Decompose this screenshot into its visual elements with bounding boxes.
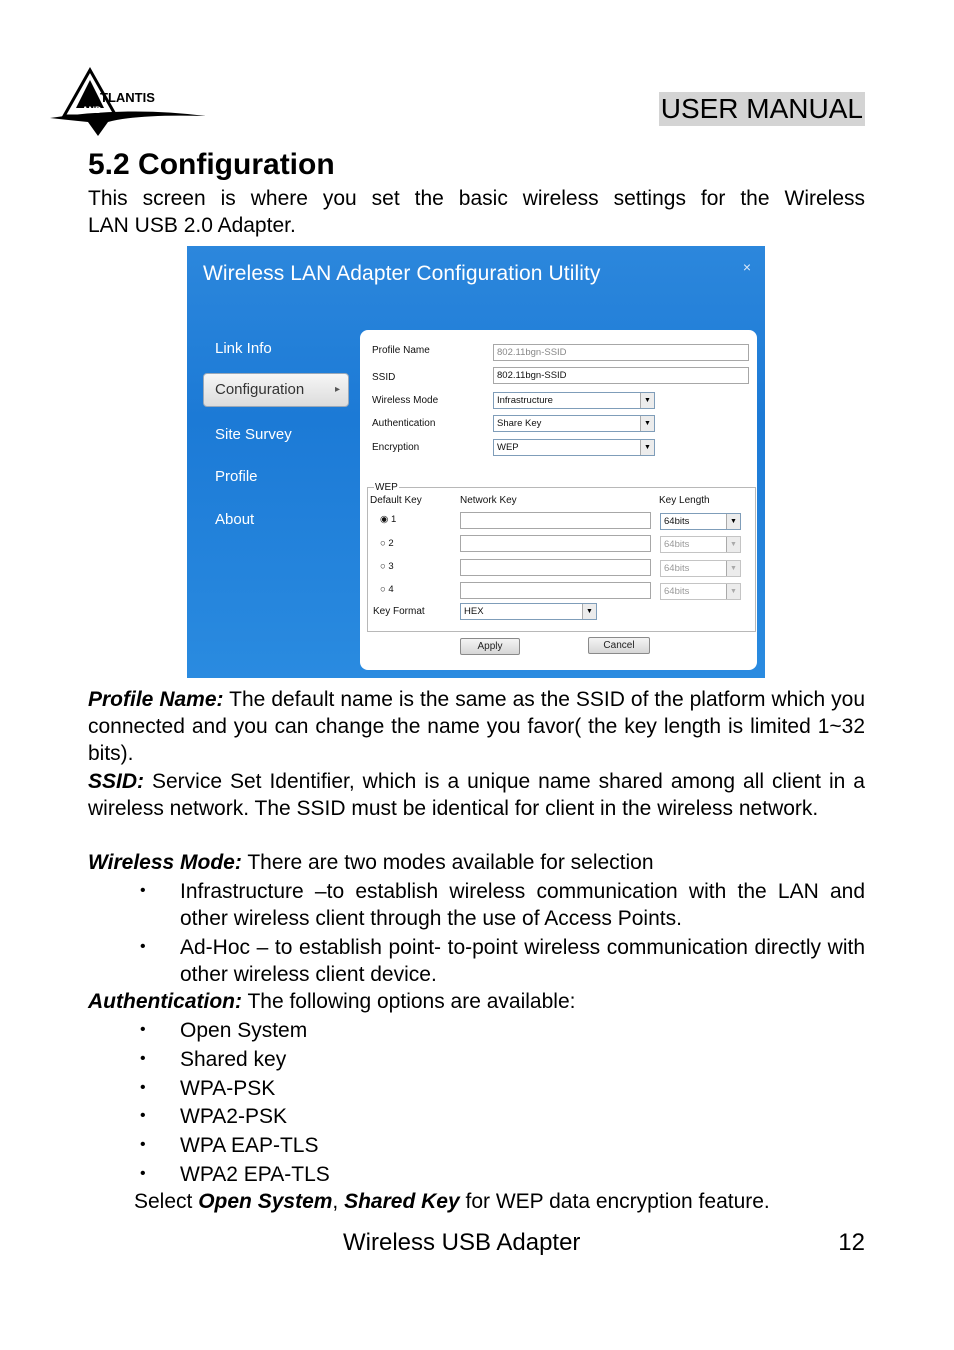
wep-group-label: WEP — [375, 482, 398, 493]
bullet-icon: • — [140, 882, 146, 899]
term: Profile Name: — [88, 688, 224, 711]
ssid-input[interactable]: 802.11bgn-SSID — [493, 367, 749, 384]
key-length-select-4[interactable] — [660, 583, 741, 600]
bullet-icon: • — [140, 1107, 146, 1124]
radio-label: 1 — [390, 514, 397, 525]
network-key-input-2[interactable] — [460, 535, 651, 552]
term: Open System — [198, 1190, 333, 1213]
encryption-select[interactable] — [493, 439, 655, 456]
key-format-label: Key Format — [373, 606, 425, 617]
dropdown-arrow-icon: ▼ — [640, 393, 654, 408]
term: Shared Key — [344, 1190, 460, 1213]
key-length-select-1[interactable] — [660, 513, 741, 530]
dropdown-arrow-icon: ▼ — [640, 440, 654, 455]
atlantis-logo — [48, 66, 208, 138]
radio-selected-icon: ◉ — [380, 514, 389, 525]
key-length-value: 64bits — [664, 516, 690, 527]
description: There are two modes available for selection — [241, 851, 654, 874]
user-manual-badge: USER MANUAL — [660, 93, 863, 124]
text: for WEP data encryption feature. — [459, 1190, 770, 1213]
list-item: Ad-Hoc – to establish point- to-point wireless communication directly with other wireless client device. — [180, 936, 865, 986]
key-length-value: 64bits — [664, 539, 690, 550]
radio-label: 2 — [388, 538, 394, 549]
bullet-icon: • — [140, 938, 146, 955]
section-title: 5.2 Configuration — [88, 148, 335, 181]
nav-configuration[interactable] — [203, 373, 349, 407]
bullet-icon: • — [140, 1050, 146, 1067]
dropdown-arrow-icon: ▼ — [582, 604, 596, 619]
profile-name-label: Profile Name — [372, 345, 430, 356]
dropdown-arrow-icon: ▼ — [726, 584, 740, 599]
bullet-icon: • — [140, 1165, 146, 1182]
bullet-icon: • — [140, 1079, 146, 1096]
default-key-radio-3[interactable] — [380, 561, 394, 572]
svg-text:AND: AND — [82, 105, 102, 115]
key-format-value: HEX — [464, 606, 484, 617]
list-item: Shared key — [180, 1048, 287, 1071]
description: The default name is the same as the SSID of the platform which you connected and you can change the name you favor( the key length is limited 1~32 bits). — [88, 688, 865, 765]
profile-name-input[interactable]: 802.11bgn-SSID — [493, 344, 749, 361]
list-item: WPA2-PSK — [180, 1105, 287, 1128]
key-format-select[interactable] — [460, 603, 597, 620]
wireless-mode-label: Wireless Mode — [372, 395, 439, 406]
authentication-label: Authentication — [372, 418, 436, 429]
wireless-mode-value: Infrastructure — [497, 395, 553, 406]
intro-paragraph — [88, 185, 865, 239]
encryption-label: Encryption — [372, 442, 420, 453]
dropdown-arrow-icon: ▼ — [726, 514, 740, 529]
footer-product: Wireless USB Adapter — [343, 1229, 581, 1256]
nav-site-survey[interactable]: Site Survey — [215, 426, 292, 443]
description: Service Set Identifier, which is a unique name shared among all client in a wireless network. The SSID must be identical for client in the wireless network. — [88, 770, 865, 820]
bullet-icon: • — [140, 1021, 146, 1038]
authentication-paragraph — [88, 988, 865, 1015]
key-length-header: Key Length — [659, 495, 710, 506]
term: Authentication: — [88, 990, 242, 1013]
close-icon[interactable]: × — [742, 259, 751, 275]
radio-unselected-icon: ○ — [380, 561, 386, 572]
default-key-radio-2[interactable] — [380, 538, 394, 549]
profile-name-paragraph — [88, 686, 865, 767]
key-length-select-2[interactable] — [660, 536, 741, 553]
dropdown-arrow-icon: ▼ — [726, 561, 740, 576]
ssid-label: SSID — [372, 372, 396, 383]
apply-button[interactable]: Apply — [460, 638, 520, 655]
select-sentence — [134, 1188, 770, 1215]
network-key-header: Network Key — [460, 495, 517, 506]
nav-about[interactable]: About — [215, 511, 255, 528]
list-item: WPA EAP-TLS — [180, 1134, 319, 1157]
window-title: Wireless LAN Adapter Configuration Utility — [203, 262, 601, 285]
list-item: WPA2 EPA-TLS — [180, 1163, 330, 1186]
list-item: Open System — [180, 1019, 308, 1042]
default-key-radio-1[interactable] — [380, 514, 396, 525]
configuration-utility-window — [187, 246, 765, 678]
network-key-input-1[interactable] — [460, 512, 651, 529]
chevron-right-icon: ▸ — [334, 384, 340, 395]
description: The following options are available: — [241, 990, 576, 1013]
radio-unselected-icon: ○ — [380, 538, 386, 549]
list-item: Infrastructure –to establish wireless communication with the LAN and other wireless client through the use of Access Points. — [180, 880, 865, 930]
key-length-select-3[interactable] — [660, 560, 741, 577]
wireless-mode-paragraph — [88, 849, 865, 876]
svg-text:TLANTIS: TLANTIS — [100, 90, 155, 105]
term: Wireless Mode: — [88, 851, 242, 874]
default-key-radio-4[interactable] — [380, 584, 394, 595]
intro-line-2: LAN USB 2.0 Adapter. — [88, 214, 296, 237]
encryption-value: WEP — [497, 442, 519, 453]
authentication-select[interactable] — [493, 415, 655, 432]
bullet-icon: • — [140, 1136, 146, 1153]
intro-line-1: This screen is where you set the basic wireless settings for the Wireless — [88, 187, 865, 210]
term: SSID: — [88, 770, 145, 793]
text: , — [332, 1190, 345, 1213]
key-length-value: 64bits — [664, 563, 690, 574]
text: Select — [134, 1190, 199, 1213]
dropdown-arrow-icon: ▼ — [640, 416, 654, 431]
radio-label: 4 — [388, 584, 394, 595]
default-key-header: Default Key — [370, 495, 422, 506]
nav-configuration-label: Configuration — [215, 381, 305, 398]
authentication-value: Share Key — [497, 418, 542, 429]
wireless-mode-select[interactable] — [493, 392, 655, 409]
list-item: WPA-PSK — [180, 1077, 276, 1100]
nav-profile[interactable]: Profile — [215, 468, 258, 485]
key-length-value: 64bits — [664, 586, 690, 597]
nav-link-info[interactable]: Link Info — [215, 340, 272, 357]
page-number: 12 — [838, 1229, 865, 1256]
dropdown-arrow-icon: ▼ — [726, 537, 740, 552]
radio-label: 3 — [388, 561, 394, 572]
cancel-button[interactable]: Cancel — [588, 637, 650, 654]
radio-unselected-icon: ○ — [380, 584, 386, 595]
network-key-input-4[interactable] — [460, 582, 651, 599]
ssid-paragraph — [88, 768, 865, 822]
network-key-input-3[interactable] — [460, 559, 651, 576]
